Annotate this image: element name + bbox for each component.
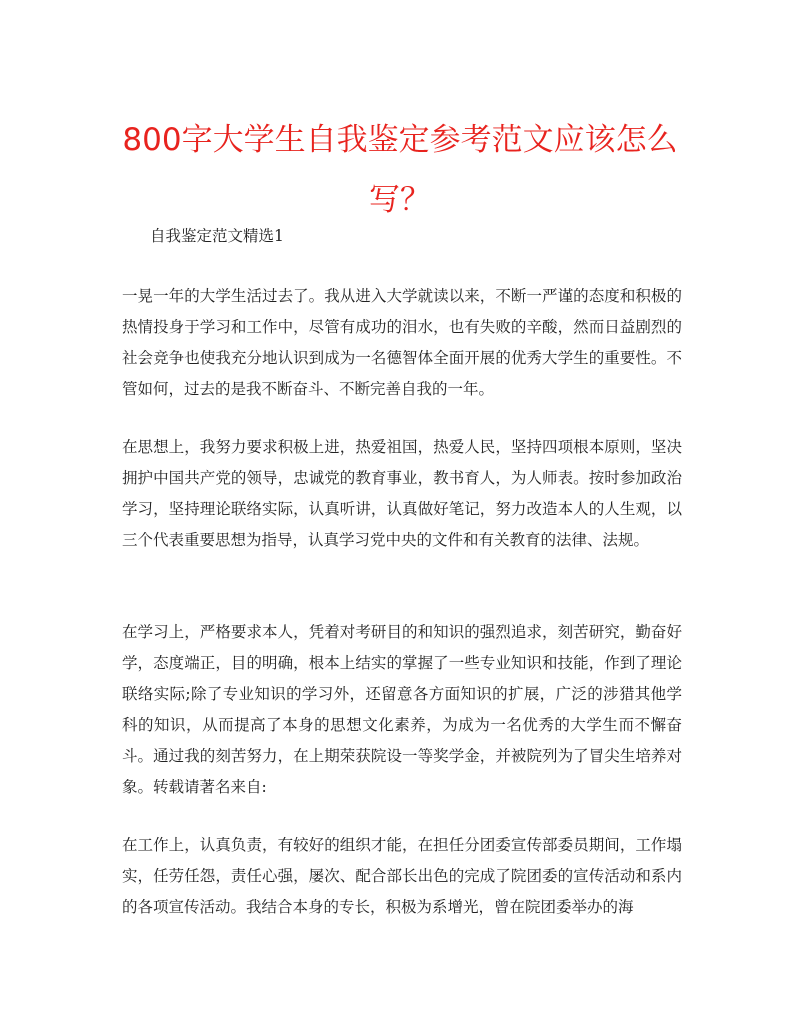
paragraph-thought: 在思想上，我努力要求积极上进，热爱祖国，热爱人民，坚持四项根本原则，坚决拥护中国共产党的领导，忠诚党的教育事业，教书育人，为人师表。按时参加政治学习，坚持理论联络实际，认真听讲，认真做好笔记，努力改造本人的人生观，以三个代表重要思想为指导，认真学习党中央的文件和有关教育的法律、法规。: [122, 438, 682, 549]
document-title: 800字大学生自我鉴定参考范文应该怎么写？: [122, 122, 678, 218]
paragraph-work: 在工作上，认真负责，有较好的组织才能，在担任分团委宣传部委员期间，工作塌实，任劳任怨，责任心强，屡次、配合部长出色的完成了院团委的宣传活动和系内的各项宣传活动。我结合本身的专长，积极为系增光，曾在院团委举办的海: [122, 836, 682, 916]
section-subtitle: 自我鉴定范文精选1: [150, 227, 284, 245]
paragraph-intro: 一晃一年的大学生活过去了。我从进入大学就读以来，不断一严谨的态度和积极的热情投身于学习和工作中，尽管有成功的泪水，也有失败的辛酸，然而日益剧烈的社会竞争也使我充分地认识到成为一名德智体全面开展的优秀大学生的重要性。不管如何，过去的是我不断奋斗、不断完善自我的一年。: [122, 287, 682, 398]
paragraph-study: 在学习上，严格要求本人，凭着对考研目的和知识的强烈追求，刻苦研究，勤奋好学，态度端正，目的明确，根本上结实的掌握了一些专业知识和技能，作到了理论联络实际;除了专业知识的学习外，还留意各方面知识的扩展，广泛的涉猎其他学科的知识，从而提高了本身的思想文化素养，为成为一名优秀的大学生而不懈奋斗。通过我的刻苦努力，在上期荣获院设一等奖学金，并被院列为了冒尖生培养对象。转载请著名来自:: [122, 623, 682, 796]
